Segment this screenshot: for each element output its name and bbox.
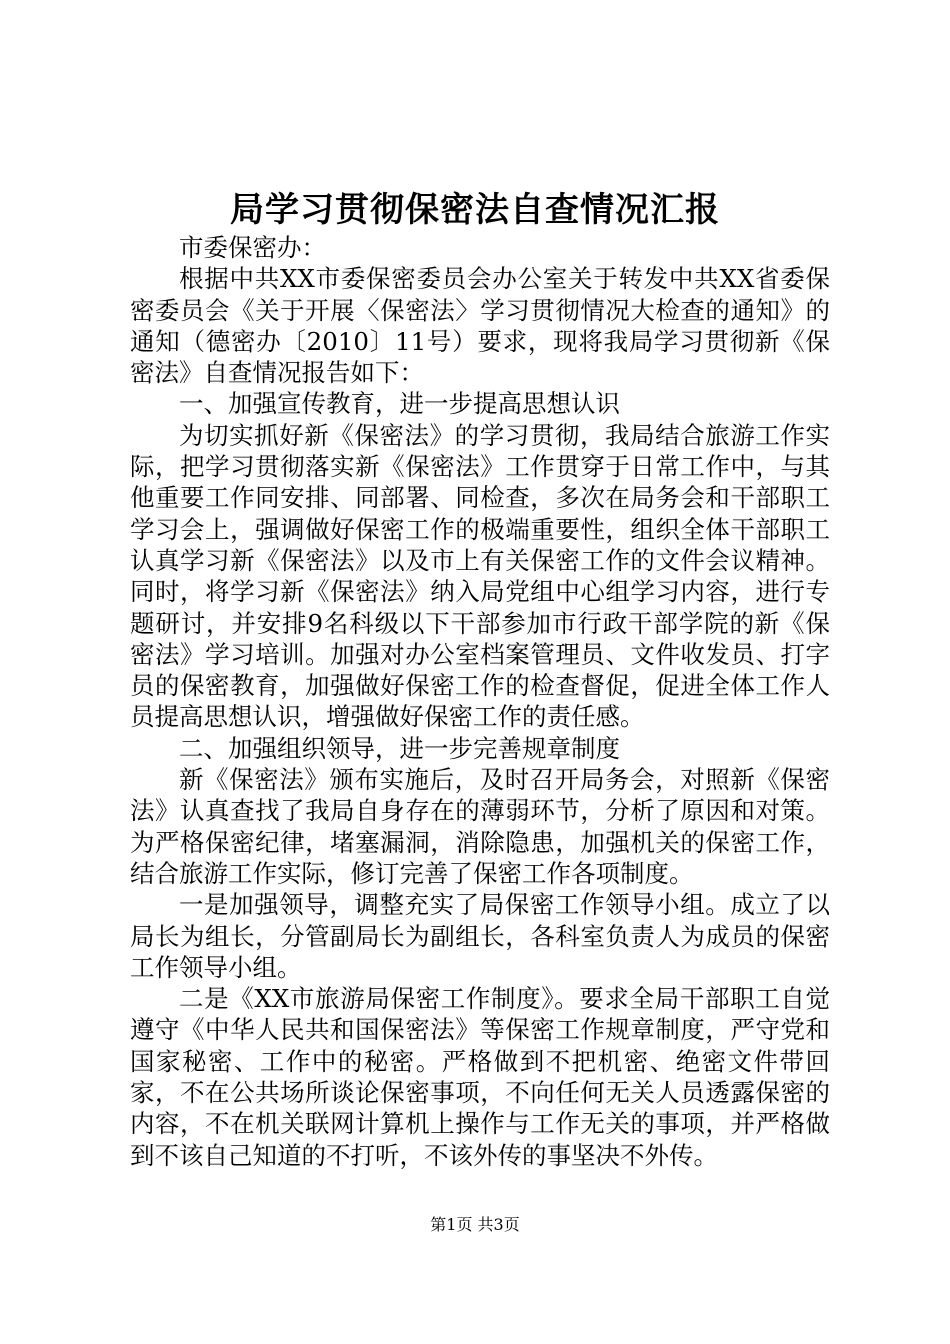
intro-paragraph: 根据中共XX市委保密委员会办公室关于转发中共XX省委保密委员会《关于开展〈保密法〉学习贯彻情况大检查的通知》的通知（德密办〔2010〕11号）要求，现将我局学习贯彻新《保密法》自查情况报告如下： <box>130 264 830 388</box>
section-heading-1: 一、加强宣传教育，进一步提高思想认识 <box>179 389 620 419</box>
point-1-paragraph: 一是加强领导，调整充实了局保密工作领导小组。成立了以局长为组长，分管副局长为副组长，各科室负责人为成员的保密工作领导小组。 <box>130 890 830 982</box>
section-1-paragraph: 为切实抓好新《保密法》的学习贯彻，我局结合旅游工作实际，把学习贯彻落实新《保密法》工作贯穿于日常工作中，与其他重要工作同安排、同部署、同检查，多次在局务会和干部职工学习会上，强调做好保密工作的极端重要性，组织全体干部职工认真学习新《保密法》以及市上有关保密工作的文件会议精神。同时，将学习新《保密法》纳入局党组中心组学习内容，进行专题研讨，并安排9名科级以下干部参加市行政干部学院的新《保密法》学习培训。加强对办公室档案管理员、文件收发员、打字员的保密教育，加强做好保密工作的检查督促，促进全体工作人员提高思想认识，增强做好保密工作的责任感。 <box>130 420 830 732</box>
document-title: 局学习贯彻保密法自查情况汇报 <box>230 190 720 230</box>
salutation: 市委保密办： <box>179 233 326 262</box>
section-heading-2: 二、加强组织领导，进一步完善规章制度 <box>179 733 620 763</box>
document-body <box>130 232 830 1171</box>
section-2-paragraph: 新《保密法》颁布实施后，及时召开局务会，对照新《保密法》认真查找了我局自身存在的薄弱环节，分析了原因和对策。为严格保密纪律，堵塞漏洞，消除隐患，加强机关的保密工作，结合旅游工作实际，修订完善了保密工作各项制度。 <box>130 765 830 888</box>
point-2-paragraph: 二是《XX市旅游局保密工作制度》。要求全局干部职工自觉遵守《中华人民共和国保密法》等保密工作规章制度，严守党和国家秘密、工作中的秘密。严格做到不把机密、绝密文件带回家，不在公共场所谈论保密事项，不向任何无关人员透露保密的内容，不在机关联网计算机上操作与工作无关的事项，并严格做到不该自己知道的不打听，不该外传的事坚决不外传。 <box>130 984 830 1170</box>
page-number-footer: 第1页 共3页 <box>430 1215 520 1234</box>
